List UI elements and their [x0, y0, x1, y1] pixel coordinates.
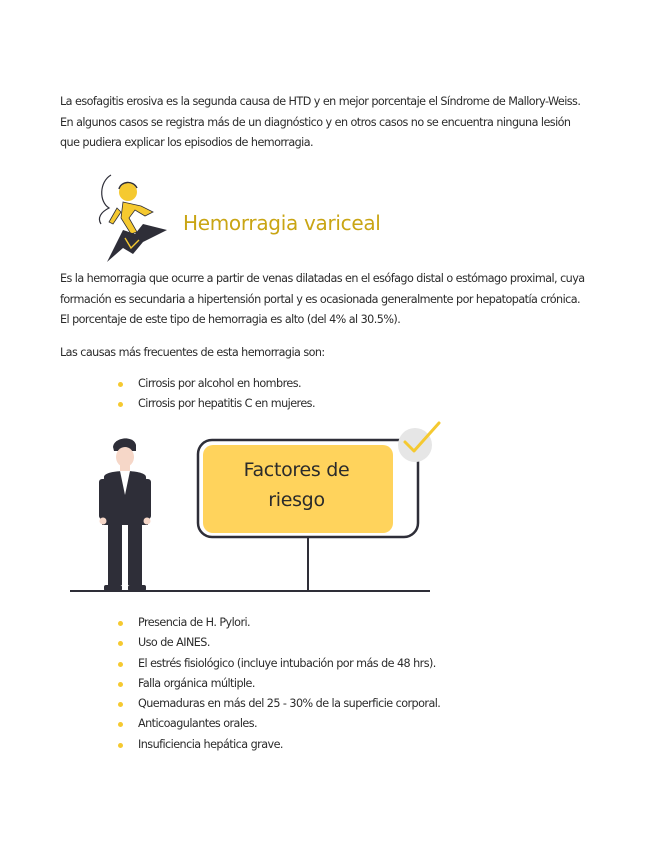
list-item [117, 633, 440, 653]
list-item [117, 613, 440, 633]
bullet-dot [118, 702, 123, 707]
bullet-dot [118, 682, 123, 687]
bullet-dot [118, 662, 123, 667]
intro-line: La esofagitis erosiva es la segunda causa de HTD y en mejor porcentaje el Síndrome de Mallory-Weiss. [60, 95, 581, 108]
definition-line: El porcentaje de este tipo de hemorragia es alto (del 4% al 30.5%). [60, 313, 401, 326]
intro-paragraph [60, 92, 600, 154]
risk-title-line: riesgo [268, 489, 325, 511]
bullet-dot [118, 722, 123, 727]
causes-list [117, 374, 315, 415]
risk-title [203, 455, 390, 515]
list-item-text: Anticoagulantes orales. [138, 717, 258, 731]
person-illustration [98, 437, 158, 592]
runner-illustration [95, 172, 165, 267]
list-item [117, 714, 440, 734]
list-item-text: Presencia de H. Pylori. [138, 616, 251, 629]
risk-title-line: Factores de [243, 459, 350, 481]
list-item [117, 394, 315, 414]
bullet-dot [118, 382, 123, 387]
list-item-text: Insuficiencia hepática grave. [138, 737, 283, 751]
bullet-dot [118, 743, 123, 748]
list-item [117, 674, 440, 694]
list-item-text: Cirrosis por alcohol en hombres. [138, 377, 301, 390]
list-item-text: Quemaduras en más del 25 - 30% de la superficie corporal. [138, 697, 441, 711]
list-item-text: El estrés fisiológico (incluye intubación por más de 48 hrs). [138, 656, 436, 670]
causes-intro: Las causas más frecuentes de esta hemorragia son: [60, 346, 325, 359]
intro-line: En algunos casos se registra más de un diagnóstico y en otros casos no se encuentra ninguna lesión [60, 115, 571, 129]
definition-line: formación es secundaria a hipertensión portal y es ocasionada generalmente por hepatopatía crónica. [60, 292, 581, 306]
list-item [117, 694, 440, 714]
section-heading: Hemorragia variceal [183, 211, 381, 235]
list-item-text: Uso de AINES. [138, 636, 210, 650]
list-item-text: Cirrosis por hepatitis C en mujeres. [138, 397, 315, 411]
list-item [117, 654, 440, 674]
bullet-dot [118, 641, 123, 646]
list-item [117, 735, 440, 755]
list-item [117, 374, 315, 394]
bullet-dot [118, 621, 123, 626]
bullet-dot [118, 402, 123, 407]
definition-line: Es la hemorragia que ocurre a partir de venas dilatadas en el esófago distal o estómago proximal, cuya [60, 272, 585, 285]
risk-factors-list [117, 613, 440, 755]
definition-paragraph [60, 269, 600, 331]
floor-line [70, 589, 430, 593]
list-item-text: Falla orgánica múltiple. [138, 676, 255, 690]
intro-line: que pudiera explicar los episodios de hemorragia. [60, 136, 314, 149]
